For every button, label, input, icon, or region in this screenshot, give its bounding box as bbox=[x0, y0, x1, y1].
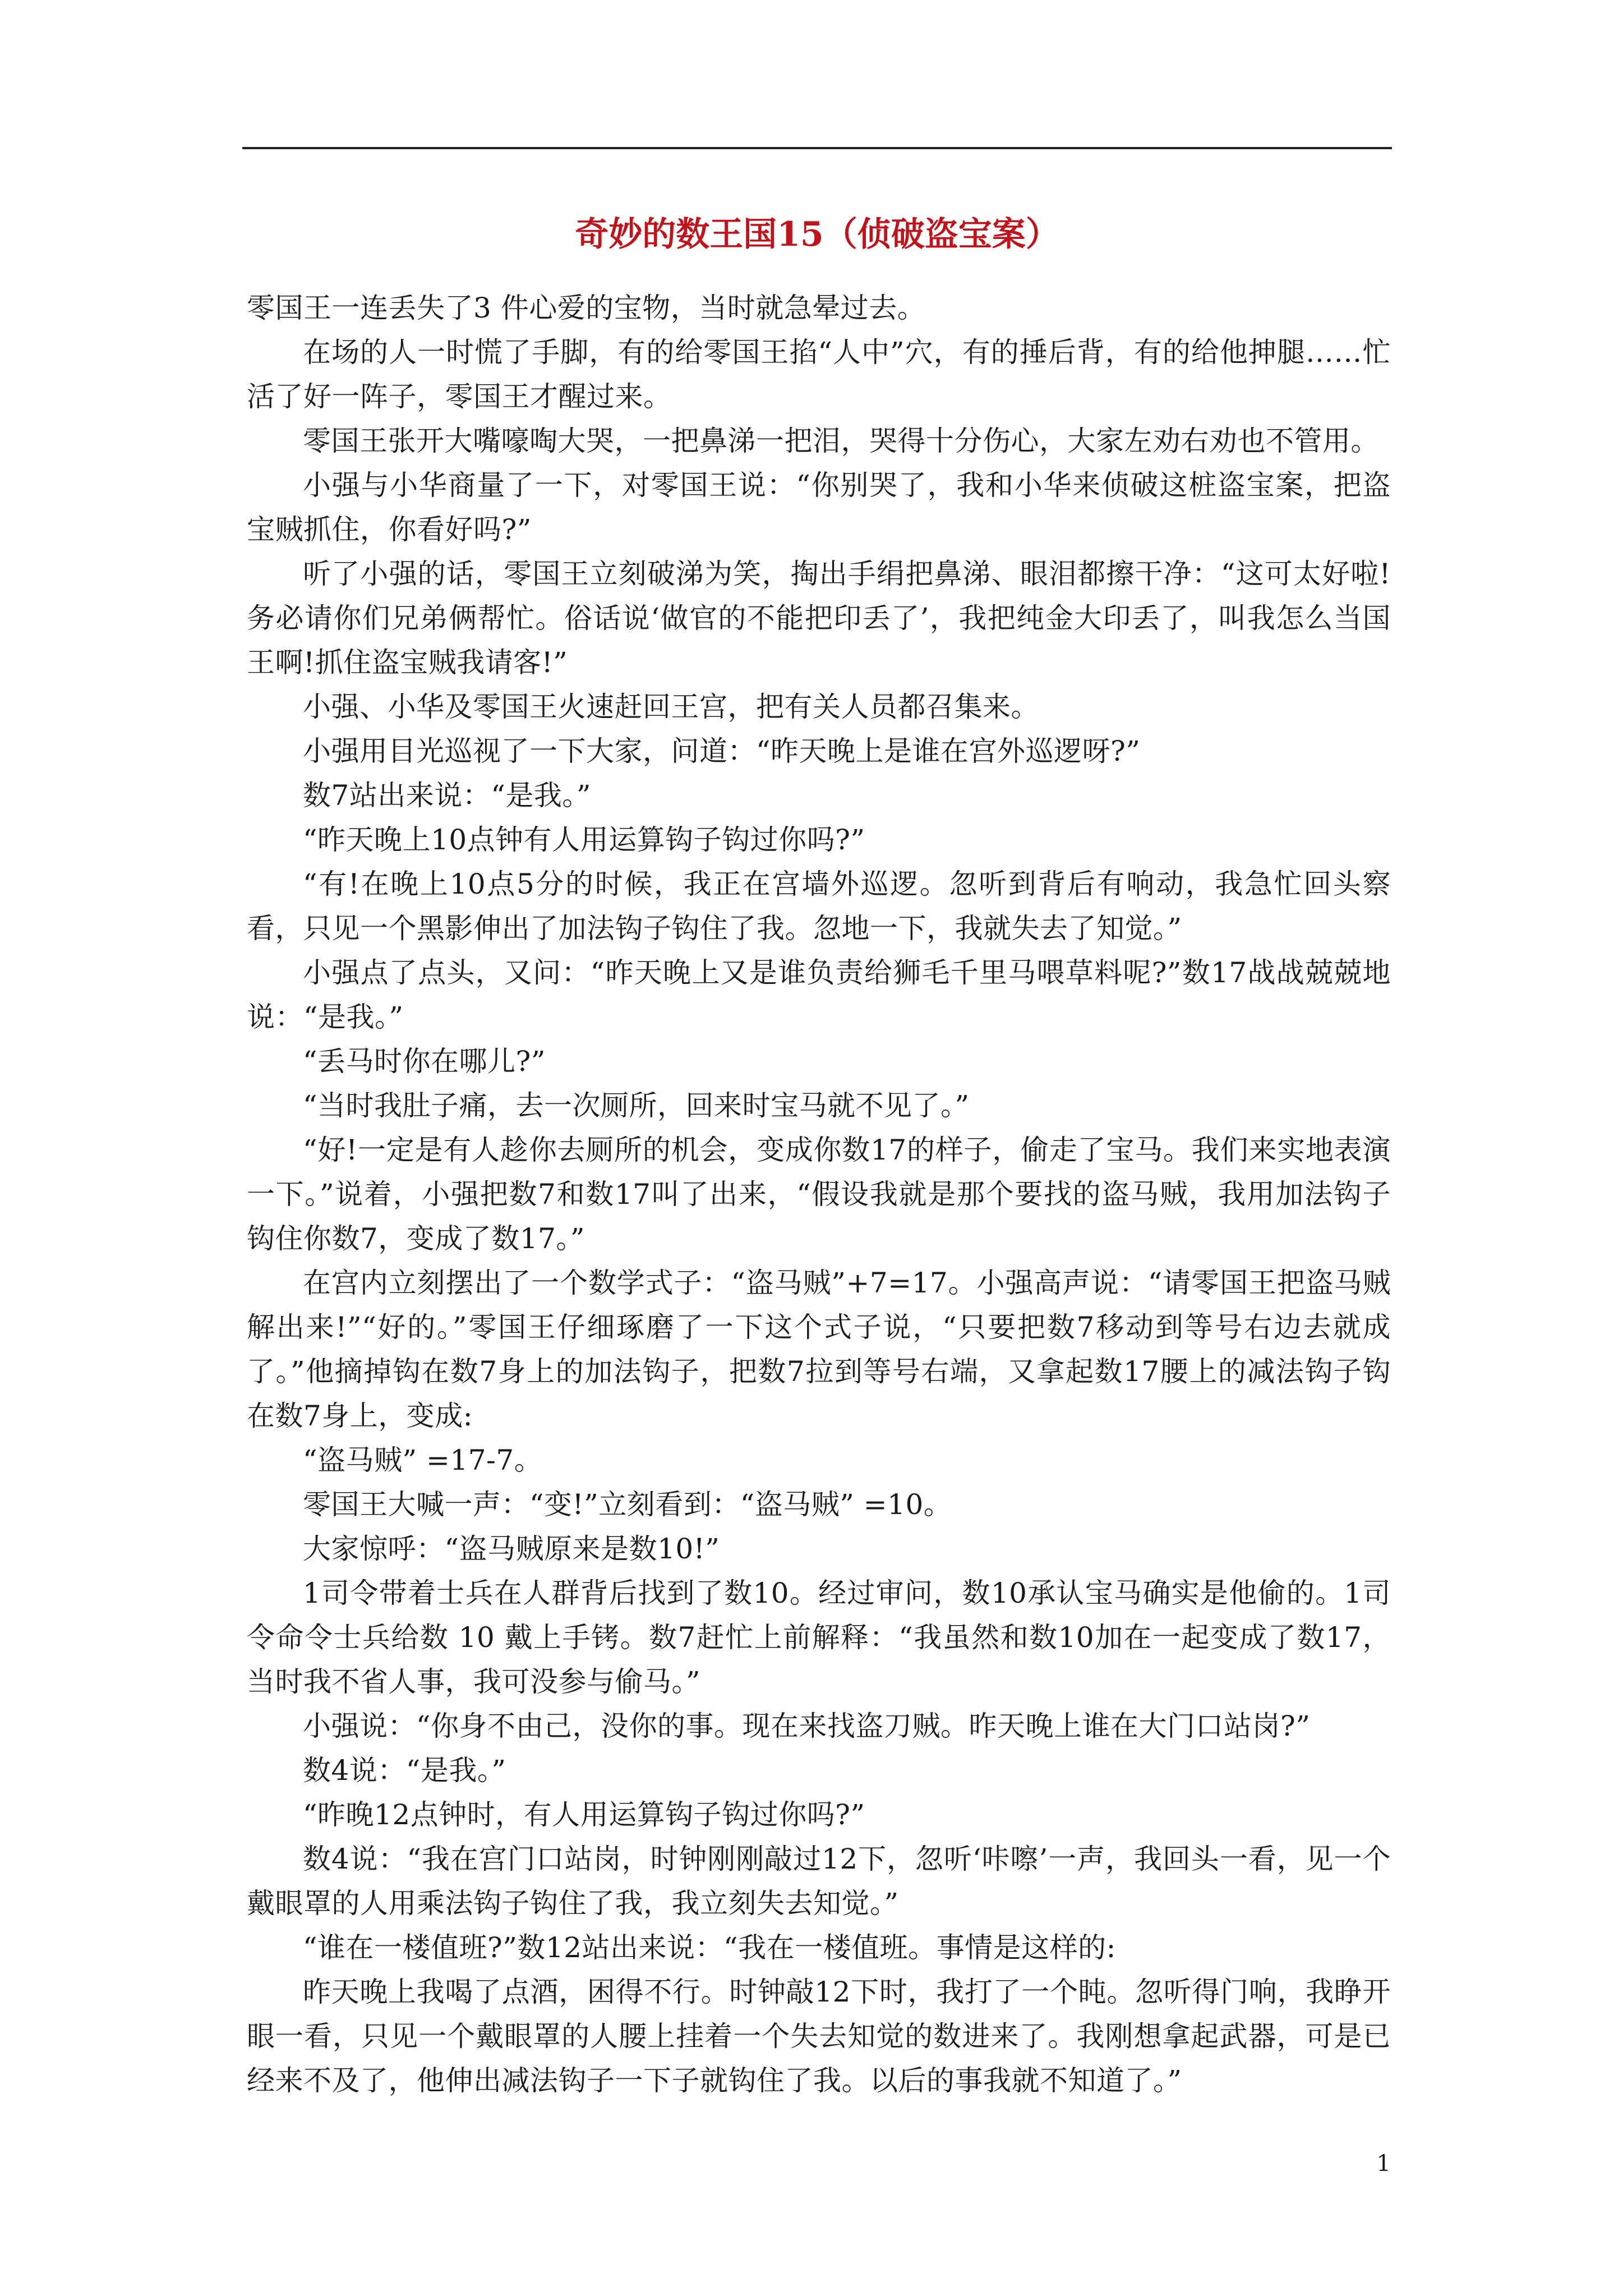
paragraph: 小强说：“你身不由己，没你的事。现在来找盗刀贼。昨天晚上谁在大门口站岗?” bbox=[303, 1710, 1311, 1742]
paragraph: “当时我肚子痛，去一次厕所，回来时宝马就不见了。” bbox=[303, 1089, 970, 1122]
paragraph: 在场的人一时慌了手脚，有的给零国王掐“人中”穴，有的捶后背，有的给他抻腿……忙活了好一阵子，零国王才醒过来。 bbox=[247, 336, 1391, 413]
paragraph: “昨天晚上10点钟有人用运算钩子钩过你吗?” bbox=[303, 823, 865, 856]
paragraph: “盗马贼” =17-7。 bbox=[303, 1444, 543, 1476]
paragraph: 昨天晚上我喝了点酒，困得不行。时钟敲12下时，我打了一个盹。忽听得门响，我睁开眼一看，只见一个戴眼罩的人腰上挂着一个失去知觉的数进来了。我刚想拿起武器，可是已经来不及了，他伸出减法钩子一下子就钩住了我。以后的事我就不知道了。” bbox=[247, 1976, 1391, 2097]
paragraph: 小强、小华及零国王火速赶回王宫，把有关人员都召集来。 bbox=[303, 691, 1039, 723]
paragraph: “谁在一楼值班?”数12站出来说：“我在一楼值班。事情是这样的: bbox=[303, 1931, 1116, 1964]
header-rule bbox=[242, 147, 1392, 149]
paragraph: 1司令带着士兵在人群背后找到了数10。经过审问，数10承认宝马确实是他偷的。1司令命令士兵给数 10 戴上手铐。数7赶忙上前解释：“我虽然和数10加在一起变成了数17，当时我不省人事，我可没参与偷马。” bbox=[247, 1577, 1391, 1698]
paragraph: 零国王一连丢失了3 件心爱的宝物，当时就急晕过去。 bbox=[247, 292, 926, 324]
document-body bbox=[247, 286, 1391, 2103]
paragraph: 零国王大喊一声：“变!”立刻看到：“盗马贼” =10。 bbox=[303, 1488, 952, 1521]
paragraph: “好!一定是有人趁你去厕所的机会，变成你数17的样子，偷走了宝马。我们来实地表演一下。”说着，小强把数7和数17叫了出来，“假设我就是那个要找的盗马贼，我用加法钩子钩住你数7，变成了数17。” bbox=[247, 1134, 1391, 1255]
paragraph: 数7站出来说：“是我。” bbox=[303, 779, 591, 812]
paragraph: 数4说：“是我。” bbox=[303, 1754, 506, 1787]
paragraph: 小强点了点头，又问：“昨天晚上又是谁负责给狮毛千里马喂草料呢?”数17战战兢兢地说：“是我。” bbox=[247, 956, 1391, 1033]
paragraph: 听了小强的话，零国王立刻破涕为笑，掏出手绢把鼻涕、眼泪都擦干净：“这可太好啦!务必请你们兄弟俩帮忙。俗话说‘做官的不能把印丢了’，我把纯金大印丢了，叫我怎么当国王啊!抓住盗宝贼我请客!” bbox=[247, 558, 1391, 679]
paragraph: 零国王张开大嘴嚎啕大哭，一把鼻涕一把泪，哭得十分伤心，大家左劝右劝也不管用。 bbox=[303, 425, 1379, 457]
paragraph: 大家惊呼：“盗马贼原来是数10!” bbox=[303, 1533, 720, 1565]
document-title: 奇妙的数王国15（侦破盗宝案） bbox=[575, 215, 1059, 254]
paragraph: 数4说：“我在宫门口站岗，时钟刚刚敲过12下，忽听‘咔嚓’一声，我回头一看，见一个戴眼罩的人用乘法钩子钩住了我，我立刻失去知觉。” bbox=[247, 1843, 1391, 1920]
paragraph: “有!在晚上10点5分的时候，我正在宫墙外巡逻。忽听到背后有响动，我急忙回头察看，只见一个黑影伸出了加法钩子钩住了我。忽地一下，我就失去了知觉。” bbox=[247, 868, 1391, 945]
paragraph: 小强与小华商量了一下，对零国王说：“你别哭了，我和小华来侦破这桩盗宝案，把盗宝贼抓住，你看好吗?” bbox=[247, 469, 1391, 546]
paragraph: 小强用目光巡视了一下大家，问道：“昨天晚上是谁在宫外巡逻呀?” bbox=[303, 735, 1141, 767]
paragraph: “昨晚12点钟时，有人用运算钩子钩过你吗?” bbox=[303, 1798, 865, 1831]
page-number: 1 bbox=[1376, 2151, 1391, 2177]
paragraph: “丢马时你在哪儿?” bbox=[303, 1045, 546, 1078]
paragraph: 在宫内立刻摆出了一个数学式子：“盗马贼”+7=17。小强高声说：“请零国王把盗马贼解出来!”“好的。”零国王仔细琢磨了一下这个式子说，“只要把数7移动到等号右边去就成了。”他摘掉钩在数7身上的加法钩子，把数7拉到等号右端，又拿起数17腰上的减法钩子钩在数7身上，变成: bbox=[247, 1267, 1391, 1432]
